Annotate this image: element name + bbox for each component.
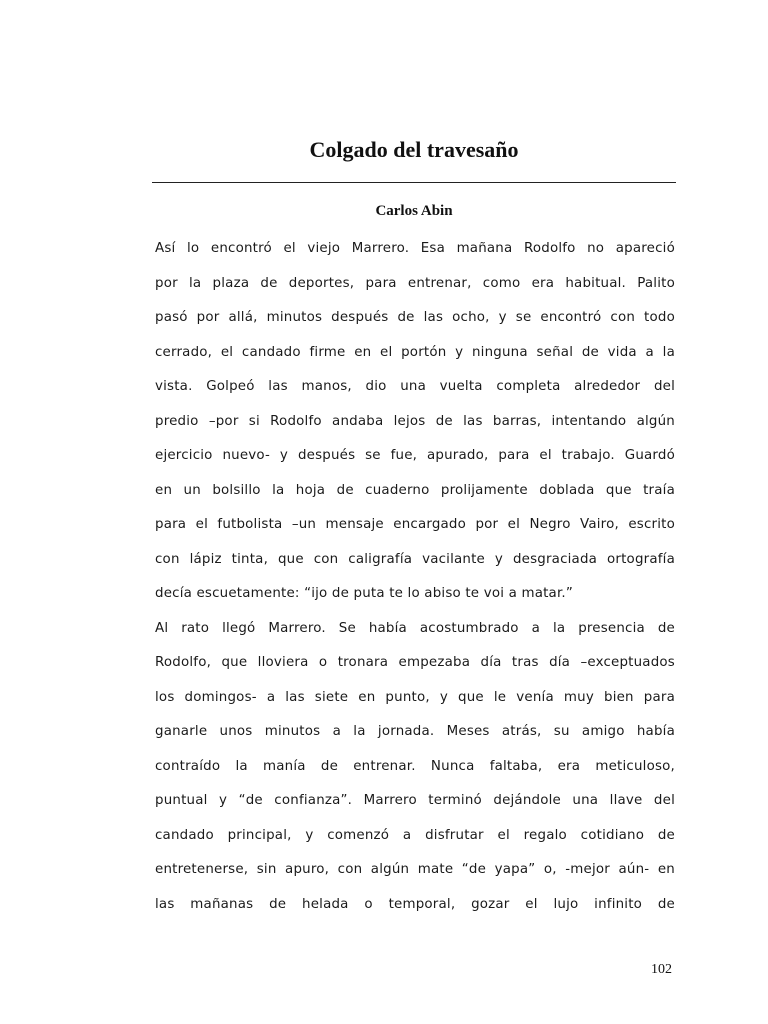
- text-line: ejercicio nuevo- y después se fue, apurado, para el trabajo. Guardó: [155, 448, 675, 463]
- text-line: entretenerse, sin apuro, con algún mate “de yapa” o, -mejor aún- en: [155, 862, 675, 877]
- text-line: vista. Golpeó las manos, dio una vuelta completa alrededor del: [155, 379, 675, 394]
- text-line: cerrado, el candado firme en el portón y ninguna señal de vida a la: [155, 344, 675, 360]
- chapter-title: Colgado del travesaño: [309, 137, 519, 162]
- text-line: decía escuetamente: “ijo de puta te lo abiso te voi a matar.”: [155, 586, 574, 601]
- text-line: para el futbolista –un mensaje encargado por el Negro Vairo, escrito: [155, 517, 675, 532]
- body-text: [155, 232, 675, 922]
- text-line: predio –por si Rodolfo andaba lejos de las barras, intentando algún: [155, 413, 675, 429]
- text-line: pasó por allá, minutos después de las ocho, y se encontró con todo: [155, 310, 675, 325]
- text-line: contraído la manía de entrenar. Nunca faltaba, era meticuloso,: [155, 758, 675, 774]
- text-line: por la plaza de deportes, para entrenar, como era habitual. Palito: [155, 275, 675, 291]
- text-line: Rodolfo, que lloviera o tronara empezaba día tras día –exceptuados: [155, 655, 675, 670]
- text-line: las mañanas de helada o temporal, gozar el lujo infinito de: [155, 896, 675, 912]
- text-line: puntual y “de confianza”. Marrero terminó dejándole una llave del: [155, 793, 675, 808]
- text-line: Así lo encontró el viejo Marrero. Esa mañana Rodolfo no apareció: [155, 241, 675, 256]
- text-line: en un bolsillo la hoja de cuaderno prolijamente doblada que traía: [155, 482, 675, 498]
- text-line: los domingos- a las siete en punto, y que le venía muy bien para: [155, 689, 675, 705]
- text-line: Al rato llegó Marrero. Se había acostumbrado a la presencia de: [155, 620, 675, 636]
- title-divider: [152, 182, 676, 183]
- text-line: candado principal, y comenzó a disfrutar el regalo cotidiano de: [155, 827, 675, 843]
- text-line: ganarle unos minutos a la jornada. Meses atrás, su amigo había: [155, 724, 675, 739]
- page-number: 102: [651, 962, 672, 977]
- text-line: con lápiz tinta, que con caligrafía vacilante y desgraciada ortografía: [155, 551, 675, 567]
- author-name: Carlos Abin: [375, 203, 453, 219]
